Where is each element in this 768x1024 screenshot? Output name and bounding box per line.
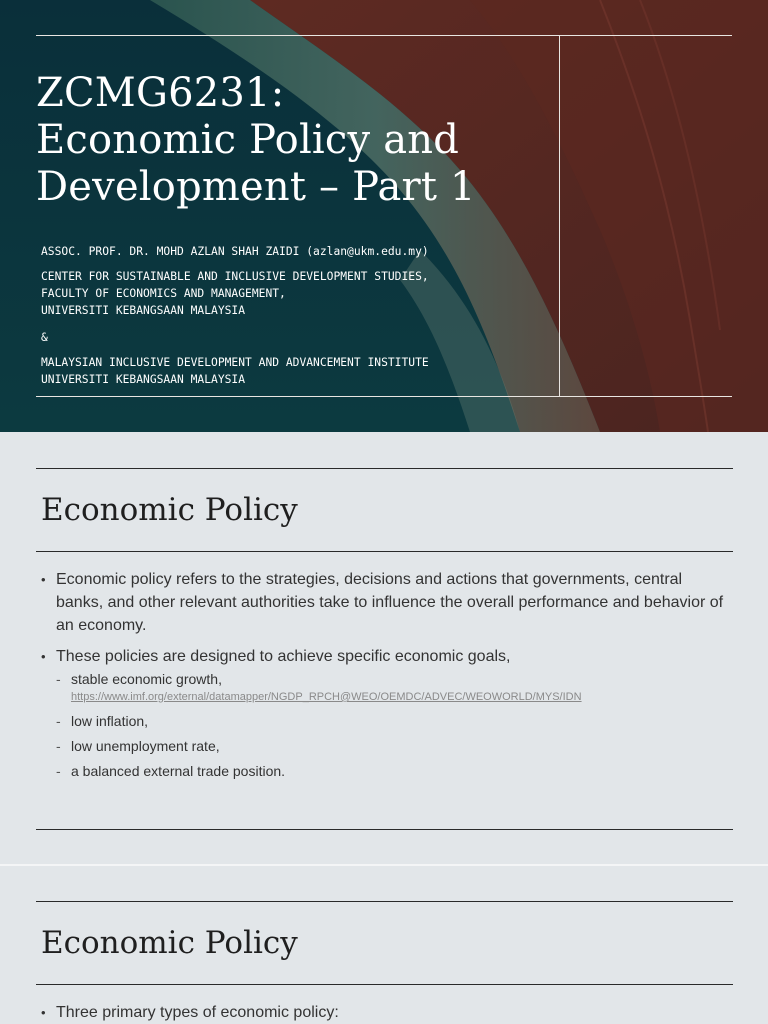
slide3-top-rule <box>36 901 733 902</box>
affiliation-1 <box>41 268 546 319</box>
affiliation-2-line-2: UNIVERSITI KEBANGSAAN MALAYSIA <box>41 373 246 386</box>
title-slide <box>0 0 768 432</box>
sub-item-growth-text: stable economic growth, <box>71 671 222 687</box>
sub-item-growth <box>56 671 731 705</box>
sub-item-trade: - a balanced external trade position. <box>56 763 731 780</box>
slide-economic-policy-1 <box>0 432 768 864</box>
course-title-line-1: ZCMG6231: <box>36 70 285 116</box>
bullet-goals-text: These policies are designed to achieve specific economic goals, <box>56 648 511 665</box>
title-vertical-rule <box>559 35 560 397</box>
title-bottom-rule <box>36 396 732 397</box>
affiliation-1-line-1: CENTER FOR SUSTAINABLE AND INCLUSIVE DEVELOPMENT STUDIES, <box>41 270 429 283</box>
bullet-definition: • Economic policy refers to the strategies, decisions and actions that governments, central banks, and other relevant authorities take to influence the overall performance and behavior of an economy. <box>41 568 731 637</box>
ampersand: & <box>41 331 48 344</box>
course-title-line-2: Economic Policy and <box>36 117 460 163</box>
slide3-bullet-list <box>41 1001 731 1024</box>
slide3-heading-rule <box>36 984 733 985</box>
bullet-types: • Three primary types of economic policy: <box>41 1001 731 1024</box>
sub-item-inflation: - low inflation, <box>56 713 731 730</box>
slide3-heading: Economic Policy <box>41 925 298 961</box>
slide-economic-policy-2 <box>0 866 768 1024</box>
course-title <box>36 70 546 211</box>
title-top-rule <box>36 35 732 36</box>
affiliation-2 <box>41 354 546 388</box>
affiliation-1-line-2: FACULTY OF ECONOMICS AND MANAGEMENT, <box>41 287 286 300</box>
slide2-bottom-rule <box>36 829 733 830</box>
presenter-name: ASSOC. PROF. DR. MOHD AZLAN SHAH ZAIDI (azlan@ukm.edu.my) <box>41 245 429 258</box>
sub-item-unemployment: - low unemployment rate, <box>56 738 731 755</box>
course-title-line-3: Development – Part 1 <box>36 164 476 210</box>
slide2-heading-rule <box>36 551 733 552</box>
bullet-goals <box>41 645 731 780</box>
goals-sub-list <box>56 671 731 780</box>
imf-datamapper-link[interactable]: https://www.imf.org/external/datamapper/NGDP_RPCH@WEO/OEMDC/ADVEC/WEOWORLD/MYS/IDN <box>71 691 582 703</box>
affiliation-1-line-3: UNIVERSITI KEBANGSAAN MALAYSIA <box>41 304 246 317</box>
slide2-heading: Economic Policy <box>41 492 298 528</box>
slide2-bullet-list <box>41 568 731 788</box>
affiliation-2-line-1: MALAYSIAN INCLUSIVE DEVELOPMENT AND ADVANCEMENT INSTITUTE <box>41 356 429 369</box>
slide2-top-rule <box>36 468 733 469</box>
